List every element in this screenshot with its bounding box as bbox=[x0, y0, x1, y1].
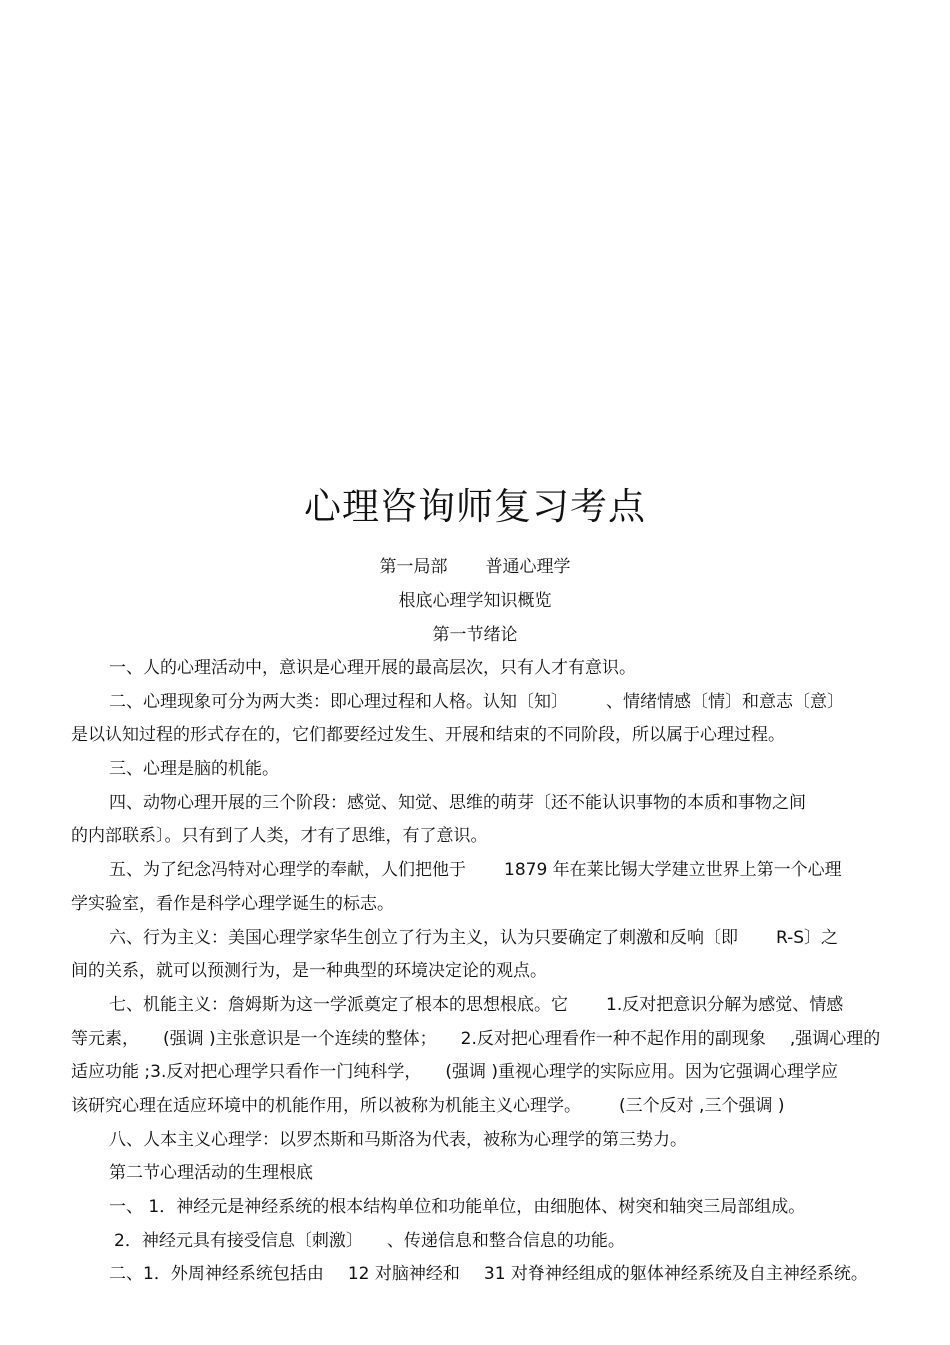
paragraph-line: 的内部联系〕。只有到了人类，才有了思维，有了意识。 bbox=[71, 826, 488, 846]
paragraph-line bbox=[109, 994, 843, 1016]
paragraph-line bbox=[109, 927, 838, 949]
part-heading: 第一局部 bbox=[379, 557, 448, 577]
paragraph-line bbox=[109, 1263, 868, 1285]
part-subject: 普通心理学 bbox=[485, 557, 571, 577]
paragraph-line: 三、心理是脑的机能。 bbox=[109, 759, 279, 779]
paragraph-line bbox=[71, 1095, 784, 1117]
text-span: (三个反对 ,三个强调 ) bbox=[619, 1096, 785, 1116]
paragraph-line bbox=[71, 1061, 838, 1083]
chapter-heading: 根底心理学知识概览 bbox=[398, 591, 552, 611]
text-span: 31 对脊神经组成的躯体神经系统及自主神经系统。 bbox=[483, 1264, 868, 1284]
paragraph-line bbox=[71, 1028, 880, 1050]
text-span: 1879 年在莱比锡大学建立世界上第一个心理 bbox=[504, 860, 842, 880]
paragraph-line bbox=[109, 859, 842, 881]
section-heading: 第二节心理活动的生理根底 bbox=[109, 1163, 313, 1183]
paragraph-line: 一、 1．神经元是神经系统的根本结构单位和功能单位，由细胞体、树突和轴突三局部组成。 bbox=[109, 1197, 806, 1217]
document-title: 心理咨询师复习考点 bbox=[304, 485, 646, 528]
text-span: 12 对脑神经和 bbox=[347, 1264, 460, 1284]
text-span: 六、行为主义：美国心理学家华生创立了行为主义，认为只要确定了刺激和反响〔即 bbox=[109, 928, 738, 948]
text-span: (强调 )主张意识是一个连续的整体； bbox=[163, 1029, 437, 1049]
paragraph-line: 一、人的心理活动中，意识是心理开展的最高层次，只有人才有意识。 bbox=[109, 658, 636, 678]
text-span: 2．神经元具有接受信息〔刺激〕 bbox=[114, 1231, 363, 1251]
paragraph-line: 是以认知过程的形式存在的，它们都要经过发生、开展和结束的不同阶段，所以属于心理过程。 bbox=[71, 725, 785, 745]
text-span: 、传递信息和整合信息的功能。 bbox=[386, 1231, 625, 1251]
text-span: 2.反对把心理看作一种不起作用的副现象 bbox=[460, 1029, 766, 1049]
text-span: R-S〕之 bbox=[776, 928, 839, 948]
text-span: (强调 )重视心理学的实际应用。因为它强调心理学应 bbox=[445, 1062, 839, 1082]
paragraph-line: 八、人本主义心理学：以罗杰斯和马斯洛为代表，被称为心理学的第三势力。 bbox=[109, 1130, 687, 1150]
text-span: 该研究心理在适应环境中的机能作用，所以被称为机能主义心理学。 bbox=[71, 1096, 581, 1116]
text-span: 、情绪情感〔情〕和意志〔意〕 bbox=[606, 692, 844, 712]
paragraph-line: 间的关系，就可以预测行为，是一种典型的环境决定论的观点。 bbox=[71, 961, 547, 981]
paragraph-line: 学实验室，看作是科学心理学诞生的标志。 bbox=[71, 894, 394, 914]
text-span: 二、心理现象可分为两大类：即心理过程和人格。认知〔知〕 bbox=[109, 692, 568, 712]
part-heading-line bbox=[0, 556, 950, 578]
text-span: 二、1．外周神经系统包括由 bbox=[109, 1264, 324, 1284]
section-heading: 第一节绪论 bbox=[432, 625, 518, 645]
text-span: 五、为了纪念冯特对心理学的奉献，人们把他于 bbox=[109, 860, 466, 880]
text-span: 适应功能 ;3.反对把心理学只看作一门纯科学， bbox=[71, 1062, 422, 1082]
text-span: ,强调心理的 bbox=[789, 1029, 881, 1049]
text-span: 1.反对把意识分解为感觉、情感 bbox=[606, 995, 844, 1015]
paragraph-line bbox=[114, 1230, 625, 1252]
text-span: 等元素， bbox=[71, 1029, 139, 1049]
text-span: 七、机能主义：詹姆斯为这一学派奠定了根本的思想根底。它 bbox=[109, 995, 568, 1015]
paragraph-line: 四、动物心理开展的三个阶段：感觉、知觉、思维的萌芽〔还不能认识事物的本质和事物之间 bbox=[109, 793, 806, 813]
paragraph-line bbox=[109, 691, 844, 713]
